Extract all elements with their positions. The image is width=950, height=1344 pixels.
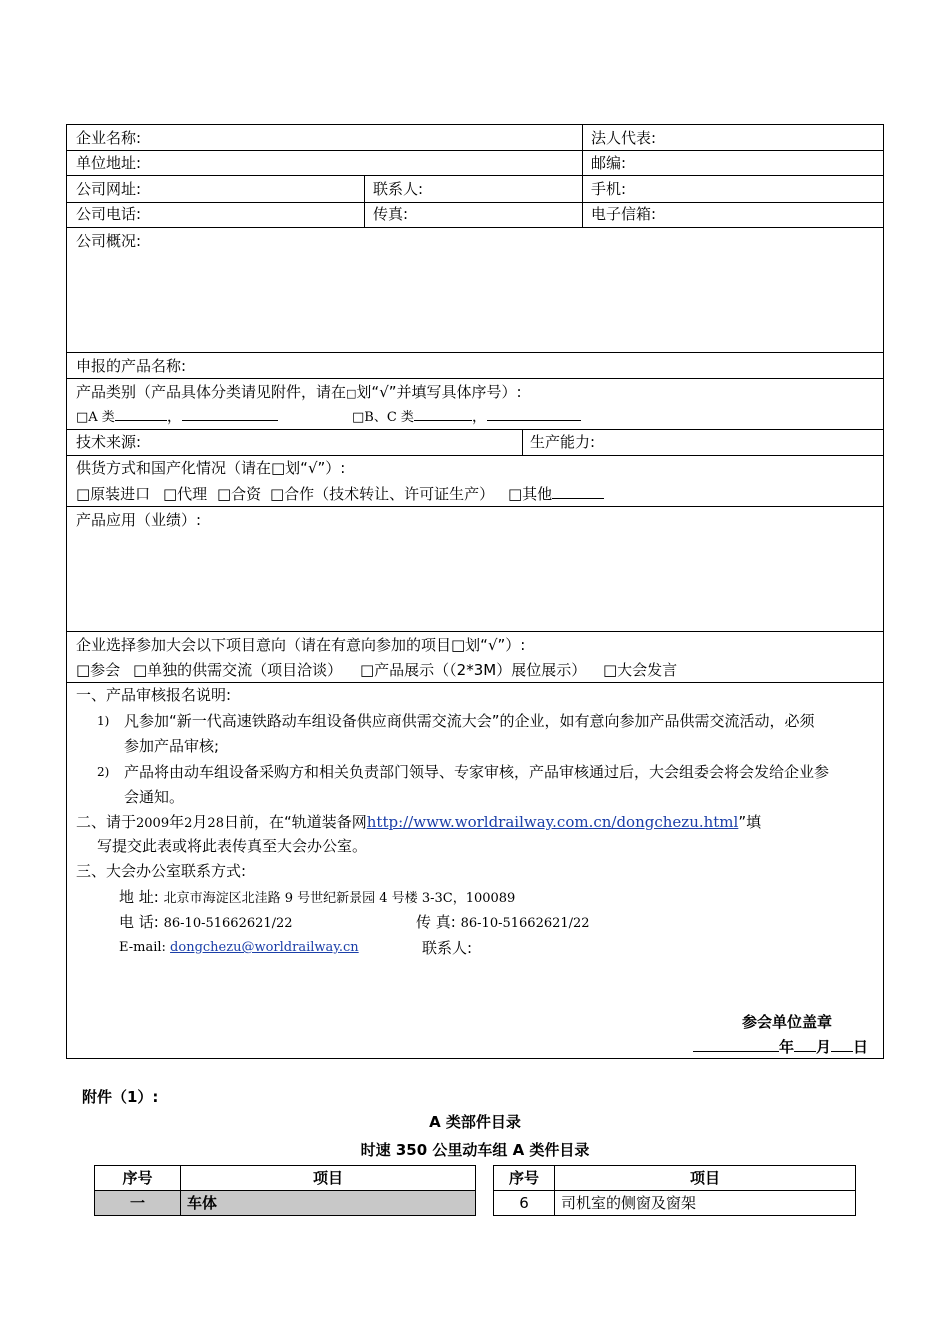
notes-item-number: 1) bbox=[97, 714, 110, 728]
office-contact: 联系人: bbox=[422, 939, 473, 957]
table-cell: 一 bbox=[95, 1191, 181, 1216]
row-divider bbox=[67, 175, 883, 176]
intent-label: 企业选择参加大会以下项目意向（请在有意向参加的项目□划“√”）: bbox=[76, 636, 526, 654]
notes-item-1-line-1: 凡参加“新一代高速铁路动车组设备供应商供需交流大会”的企业，如有意向参加产品供需交流活动，必须 bbox=[124, 712, 815, 730]
notes-heading-3: 三、大会办公室联系方式: bbox=[76, 862, 247, 880]
supply-option-import[interactable]: □原装进口 bbox=[76, 485, 151, 503]
col-divider bbox=[582, 125, 583, 227]
address-field[interactable]: 单位地址: bbox=[76, 154, 142, 172]
company-name-field[interactable]: 企业名称: bbox=[76, 129, 142, 147]
column-header: 项目 bbox=[181, 1166, 476, 1191]
notes-item-2-line-2: 会通知。 bbox=[124, 788, 185, 806]
supply-option-jv[interactable]: □合资 bbox=[217, 485, 262, 503]
postcode-field[interactable]: 邮编: bbox=[591, 154, 627, 172]
row-divider bbox=[67, 455, 883, 456]
supply-label: 供货方式和国产化情况（请在□划“√”）: bbox=[76, 459, 346, 477]
category-option-a[interactable]: □A 类 ， bbox=[76, 406, 278, 428]
email-field[interactable]: 电子信箱: bbox=[591, 205, 657, 223]
notes-item-number: 2) bbox=[97, 765, 110, 779]
table-row bbox=[494, 1191, 856, 1216]
intent-option-attend[interactable]: □参会 bbox=[76, 661, 121, 679]
office-email-link[interactable]: dongchezu@worldrailway.cn bbox=[170, 940, 359, 955]
row-divider bbox=[67, 150, 883, 151]
appendix-subtitle: 时速 350 公里动车组 A 类件目录 bbox=[360, 1141, 590, 1159]
row-divider bbox=[67, 352, 883, 353]
table-cell: 车体 bbox=[181, 1191, 476, 1216]
row-divider bbox=[67, 227, 883, 228]
office-phone: 电 话: 86-10-51662621/22 bbox=[119, 913, 293, 931]
row-divider bbox=[67, 378, 883, 379]
table-cell: 司机室的侧窗及窗架 bbox=[555, 1191, 856, 1216]
phone-field[interactable]: 公司电话: bbox=[76, 205, 142, 223]
office-email: E-mail: dongchezu@worldrailway.cn bbox=[119, 940, 359, 955]
capacity-field[interactable]: 生产能力: bbox=[530, 433, 596, 451]
worldrailway-link[interactable]: http://www.worldrailway.com.cn/dongchezu.html bbox=[366, 813, 739, 831]
mobile-field[interactable]: 手机: bbox=[591, 180, 627, 198]
supply-option-other[interactable]: □其他 bbox=[508, 484, 604, 504]
column-header: 序号 bbox=[95, 1166, 181, 1191]
row-divider bbox=[67, 429, 883, 430]
column-header: 序号 bbox=[494, 1166, 555, 1191]
notes-item-1-line-2: 参加产品审核; bbox=[124, 737, 220, 755]
column-header: 项目 bbox=[555, 1166, 856, 1191]
category-label: 产品类别（产品具体分类请见附件，请在□划“√”并填写具体序号）: bbox=[76, 383, 522, 401]
office-fax: 传 真: 86-10-51662621/22 bbox=[416, 913, 590, 931]
col-divider bbox=[522, 429, 523, 455]
notes-heading-2-line-2: 写提交此表或将此表传真至大会办公室。 bbox=[97, 837, 368, 855]
intent-option-exhibit[interactable]: □产品展示（（2*3M）展位展示） bbox=[360, 661, 587, 679]
appendix-title: A 类部件目录 bbox=[429, 1113, 521, 1131]
row-divider bbox=[67, 202, 883, 203]
date-line[interactable]: 年 月 日 bbox=[693, 1037, 868, 1057]
overview-field[interactable]: 公司概况: bbox=[76, 232, 142, 250]
website-field[interactable]: 公司网址: bbox=[76, 180, 142, 198]
office-address: 地 址: 北京市海淀区北洼路 9 号世纪新景园 4 号楼 3-3C，100089 bbox=[119, 888, 516, 906]
category-table-left bbox=[94, 1165, 476, 1216]
category-table-right bbox=[493, 1165, 856, 1216]
row-divider bbox=[67, 682, 883, 683]
product-name-field[interactable]: 申报的产品名称: bbox=[76, 357, 187, 375]
checkbox-mark: □ bbox=[346, 387, 357, 400]
notes-heading-1: 一、产品审核报名说明: bbox=[76, 686, 232, 704]
contact-field[interactable]: 联系人: bbox=[373, 180, 424, 198]
supply-option-agent[interactable]: □代理 bbox=[163, 485, 208, 503]
table-cell: 6 bbox=[494, 1191, 555, 1216]
table-header-row bbox=[494, 1166, 856, 1191]
appendix-label: 附件（1）: bbox=[82, 1088, 159, 1106]
legal-rep-field[interactable]: 法人代表: bbox=[591, 129, 657, 147]
supply-option-coop[interactable]: □合作（技术转让、许可证生产） bbox=[270, 485, 495, 503]
registration-form bbox=[66, 124, 884, 1059]
application-field[interactable]: 产品应用（业绩）: bbox=[76, 511, 202, 529]
stamp-label: 参会单位盖章 bbox=[742, 1013, 833, 1031]
notes-item-2-line-1: 产品将由动车组设备采购方和相关负责部门领导、专家审核，产品审核通过后，大会组委会将会发给企业参 bbox=[124, 763, 830, 781]
notes-heading-2: 二、请于2009年2月28日前，在“轨道装备网http://www.worldrailway.com.cn/dongchezu.html”填 bbox=[76, 813, 762, 831]
table-header-row bbox=[95, 1166, 476, 1191]
fax-field[interactable]: 传真: bbox=[373, 205, 409, 223]
col-divider bbox=[364, 175, 365, 227]
row-divider bbox=[67, 506, 883, 507]
row-divider bbox=[67, 631, 883, 632]
tech-source-field[interactable]: 技术来源: bbox=[76, 433, 142, 451]
table-row bbox=[95, 1191, 476, 1216]
intent-option-exchange[interactable]: □单独的供需交流（项目洽谈） bbox=[133, 661, 343, 679]
intent-option-speech[interactable]: □大会发言 bbox=[603, 661, 678, 679]
category-option-bc[interactable]: □B、C 类 ， bbox=[352, 406, 581, 428]
